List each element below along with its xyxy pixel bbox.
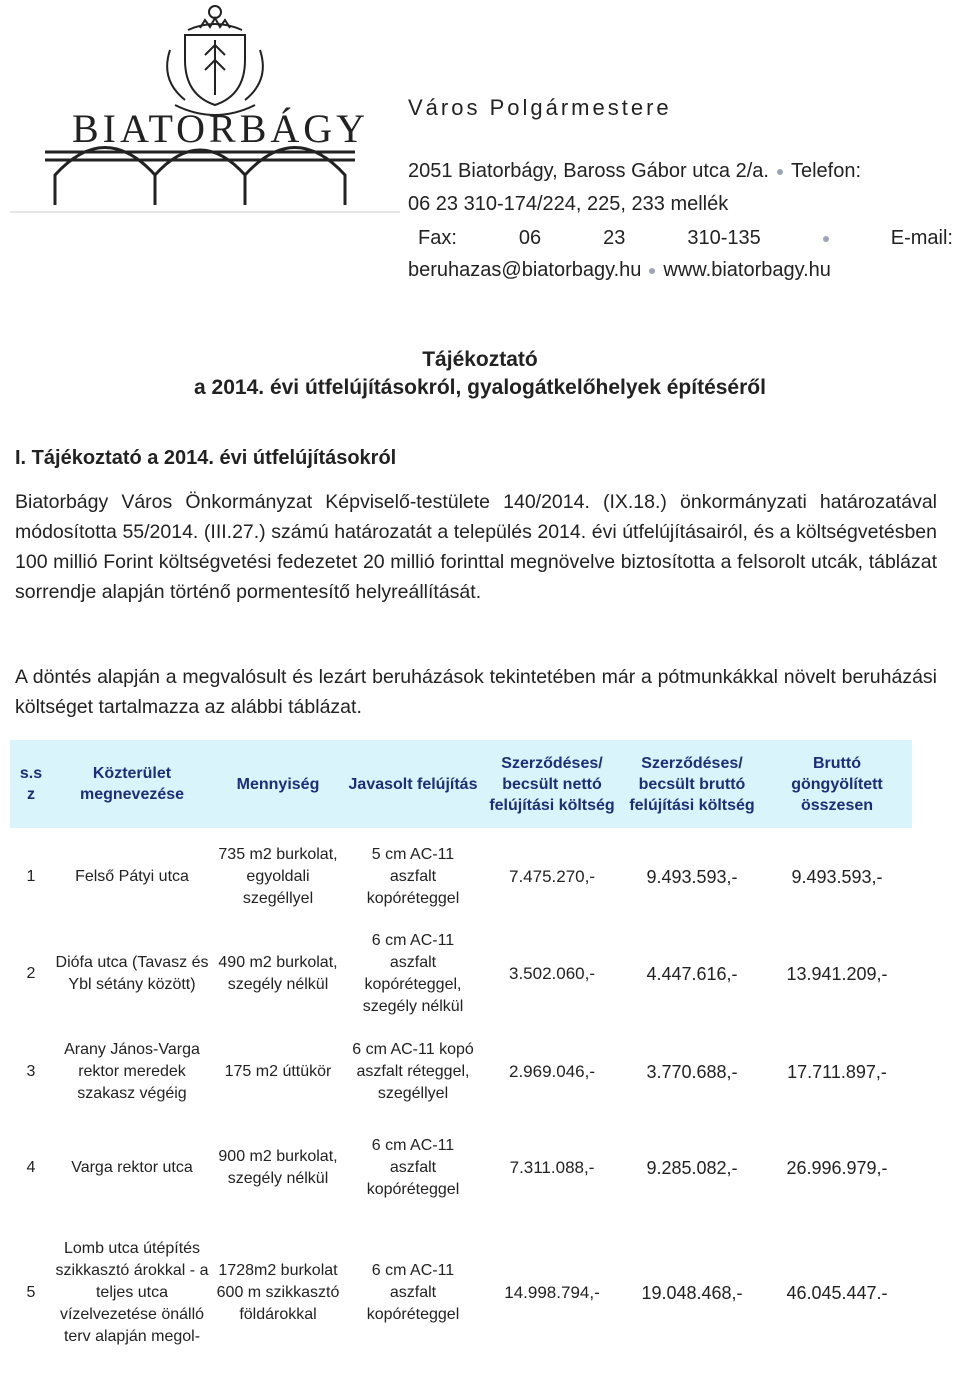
cell-work: 6 cm AC-11 aszfalt kopóréteggel (366, 1262, 460, 1323)
cell-gross: 4.447.616,- (646, 964, 738, 984)
cell-cumulative: 17.711.897,- (787, 1062, 887, 1082)
cell-net: 2.969.046,- (508, 1062, 595, 1081)
cell-qty: 490 m2 burkolat, szegély nélkül (218, 954, 338, 993)
email-link[interactable]: beruhazas@biatorbagy.hu (408, 259, 642, 281)
cell-cumulative: 9.493.593,- (791, 867, 883, 887)
cell-qty: 735 m2 burkolat, egyoldali szegéllyel (218, 846, 338, 907)
cell-gross: 19.048.468,- (641, 1283, 743, 1303)
cell-gross: 3.770.688,- (646, 1062, 738, 1082)
fax-label: Fax: (418, 227, 457, 249)
cell-no: 4 (26, 1159, 36, 1176)
cell-gross: 9.493.593,- (646, 867, 738, 887)
table-row (10, 1022, 912, 1122)
cell-no: 3 (26, 1063, 36, 1080)
cell-net: 7.311.088,- (509, 1158, 595, 1177)
col-header-qty: Mennyiség (212, 740, 344, 828)
cell-name: Lomb utca útépítés szikkasztó árokkal - a teljes utca vízelvezetése önálló terv alapján megol- (55, 1240, 209, 1345)
col-header-net: Szerződéses/ becsült nettó felújítási költség (482, 740, 622, 828)
cell-gross: 9.285.082,- (646, 1158, 738, 1178)
office-title: Város Polgármestere (408, 95, 672, 120)
logo-wordmark: BIATORBÁGY (72, 106, 370, 151)
cell-work: 6 cm AC-11 kopó aszfalt réteggel, szegéllyel (352, 1041, 474, 1102)
cell-cumulative: 46.045.447.- (786, 1283, 888, 1303)
email-label: E-mail: (890, 227, 953, 249)
bullet-icon (777, 169, 783, 175)
cell-name: Diófa utca (Tavasz és Ybl sétány között) (55, 954, 209, 993)
paragraph-decision: A döntés alapján a megvalósult és lezárt beruházások tekintetében már a pótmunkákkal növelt beruházási költséget tartalmazza az alábbi táblázat. (15, 666, 937, 718)
telefon-label: Telefon: (790, 160, 862, 182)
table-row (10, 1122, 912, 1214)
cell-no: 2 (26, 965, 36, 982)
col-header-gross: Szerződéses/ becsült bruttó felújítási költség (622, 740, 762, 828)
cell-net: 14.998.794,- (504, 1283, 600, 1302)
cell-qty: 1728m2 burkolat 600 m szikkasztó földárokkal (216, 1262, 340, 1323)
fax-part-2: 23 (603, 227, 626, 249)
website-link[interactable]: www.biatorbagy.hu (663, 259, 831, 281)
table-row (10, 926, 912, 1022)
fax-part-1: 06 (518, 227, 542, 249)
address-line (408, 160, 861, 183)
email-web-line (408, 259, 831, 282)
fax-row (418, 227, 953, 250)
crest-icon (167, 6, 263, 115)
doc-subtitle: a 2014. évi útfelújításokról, gyalogátkelőhelyek építéséről (194, 376, 766, 399)
cell-name: Felső Pátyi utca (75, 868, 189, 885)
table-row (10, 828, 912, 926)
section-heading: I. Tájékoztató a 2014. évi útfelújításokról (15, 447, 397, 469)
bridge-icon (45, 148, 355, 206)
cell-name: Arany János-Varga rektor meredek szakasz végéig (64, 1041, 200, 1102)
cell-cumulative: 26.996.979,- (786, 1158, 888, 1178)
cell-qty: 175 m2 úttükör (224, 1063, 332, 1080)
cell-work: 6 cm AC-11 aszfalt kopóréteggel, szegély nélkül (362, 932, 464, 1015)
cell-no: 1 (26, 868, 36, 885)
cell-work: 6 cm AC-11 aszfalt kopóréteggel (366, 1137, 460, 1198)
col-header-work: Javasolt felújítás (344, 740, 482, 828)
road-renewal-table (10, 740, 912, 1372)
col-header-name: Közterület megnevezése (52, 740, 212, 828)
paragraph-resolution: Biatorbágy Város Önkormányzat Képviselő-testülete 140/2014. (IX.18.) önkormányzati határozatával módosította 55/2014. (III.27.) számú határozatát a település 2014. évi útfelújításairól, és a költségvetésben 100 millió Forint költségvetési fedezetet 20 millió forinttal megnövelve biztosította a felsorolt utcák, táblázat sorrendje alapján történő pormentesítő helyreállítását. (15, 491, 937, 603)
cell-name: Varga rektor utca (71, 1159, 193, 1176)
address-text: 2051 Biatorbágy, Baross Gábor utca 2/a. (408, 160, 769, 182)
col-header-cumulative: Bruttó göngyölített összesen (762, 740, 912, 828)
cell-net: 3.502.060,- (508, 964, 595, 983)
bullet-icon (823, 236, 829, 242)
doc-title: Tájékoztató (422, 348, 538, 371)
cell-work: 5 cm AC-11 aszfalt kopóréteggel (366, 846, 460, 907)
cell-qty: 900 m2 burkolat, szegély nélkül (218, 1148, 338, 1187)
fax-part-3: 310-135 (687, 227, 761, 249)
table-header-row (10, 740, 912, 828)
cell-net: 7.475.270,- (508, 867, 595, 886)
table-row (10, 1214, 912, 1372)
cell-no: 5 (26, 1284, 36, 1301)
cell-cumulative: 13.941.209,- (786, 964, 888, 984)
phone-line: 06 23 310-174/224, 225, 233 mellék (408, 193, 729, 215)
bullet-icon (649, 268, 655, 274)
col-header-no: s.s z (10, 740, 52, 828)
city-logo (10, 0, 400, 215)
